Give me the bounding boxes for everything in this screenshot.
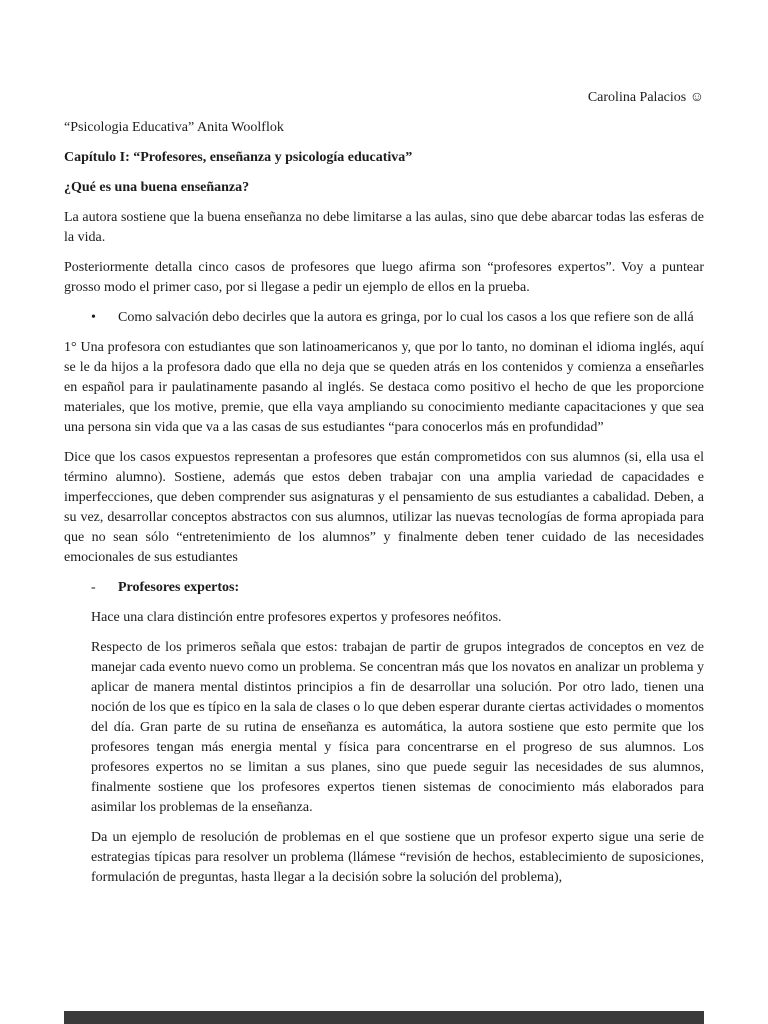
book-title-line: “Psicologia Educativa” Anita Woolflok [64, 120, 284, 135]
dash-marker-icon: - [91, 580, 96, 595]
paragraph-case1: 1° Una profesora con estudiantes que son latinoamericanos y, que por lo tanto, no dominan el idioma inglés, aquí se le da hijos a la profesora dado que ella no deja que se queden atrás en los contenidos y comienza a enseñarles en español para ir paulatinamente pasando al inglés. Se destaca como positivo el hecho de que les proporcione materiales, que los motive, premie, que ella vaya ampliando su conocimiento mediante capacitaciones y que sea una persona sin vida que va a las casas de sus estudiantes “para conocerlos más en profundidad” [64, 340, 704, 435]
chapter-heading: Capítulo I: “Profesores, enseñanza y psicología educativa” [64, 150, 413, 165]
dash-list-item [64, 578, 704, 598]
next-page-edge [64, 1011, 704, 1024]
question-heading: ¿Qué es una buena enseñanza? [64, 180, 250, 195]
paragraph-experts-traits: Respecto de los primeros señala que estos: trabajan de partir de grupos integrados de conceptos en vez de manejar cada evento nuevo como un problema. Se concentran más que los novatos en analizar un problema y aplicar de manera mental distintos principios a fin de desarrollar una solución. Por otro lado, tienen una noción de los que es típico en la sala de clases o lo que deben esperar durante ciertas actividades o momentos del día. Gran parte de su rutina de enseñanza es automática, la autora sostiene que esto permite que los profesores tengan más energia mental y física para concentrarse en el progreso de sus alumnos. Los profesores expertos no se limitan a sus planes, sino que puede seguir las necesidades de sus alumnos, finalmente sostiene que los profesores expertos tienen sistemas de conocimiento más elaborados para asimilar los problemas de la enseñanza. [91, 640, 704, 815]
paragraph-distinction: Hace una clara distinción entre profesores expertos y profesores neófitos. [91, 610, 502, 625]
bullet-item-text: Como salvación debo decirles que la autora es gringa, por lo cual los casos a los que refiere son de allá [118, 310, 694, 325]
bullet-list-item [64, 308, 704, 328]
paragraph-example: Da un ejemplo de resolución de problemas en el que sostiene que un profesor experto sigue una serie de estrategias típicas para resolver un problema (llámese “revisión de hechos, establecimiento de suposiciones, formulación de preguntas, hasta llegar a la decisión sobre la solución del problema), [91, 830, 704, 885]
paragraph-intro: La autora sostiene que la buena enseñanza no debe limitarse a las aulas, sino que debe abarcar todas las esferas de la vida. [64, 210, 704, 245]
bullet-marker-icon: • [91, 310, 96, 325]
paragraph-commitment: Dice que los casos expuestos representan a profesores que están comprometidos con sus alumnos (si, ella usa el término alumno). Sostiene, además que estos deben trabajar con una amplia variedad de capacidades e imperfecciones, que deben comprender sus asignaturas y el pensamiento de sus estudiantes a cabalidad. Deben, a su vez, desarrollar conceptos abstractos con sus alumnos, utilizar las nuevas tecnologías de forma apropiada para que no sean sólo “entretenimiento de los alumnos” y finalmente deben tener cuidado de las necesidades emocionales de sus estudiantes [64, 450, 704, 565]
paragraph-cases: Posteriormente detalla cinco casos de profesores que luego afirma son “profesores expertos”. Voy a puntear grosso modo el primer caso, por si llegase a pedir un ejemplo de ellos en la prueba. [64, 260, 704, 295]
author-line: Carolina Palacios ☺ [587, 90, 704, 105]
document-content [64, 88, 704, 898]
experts-subheading: Profesores expertos: [118, 580, 240, 595]
